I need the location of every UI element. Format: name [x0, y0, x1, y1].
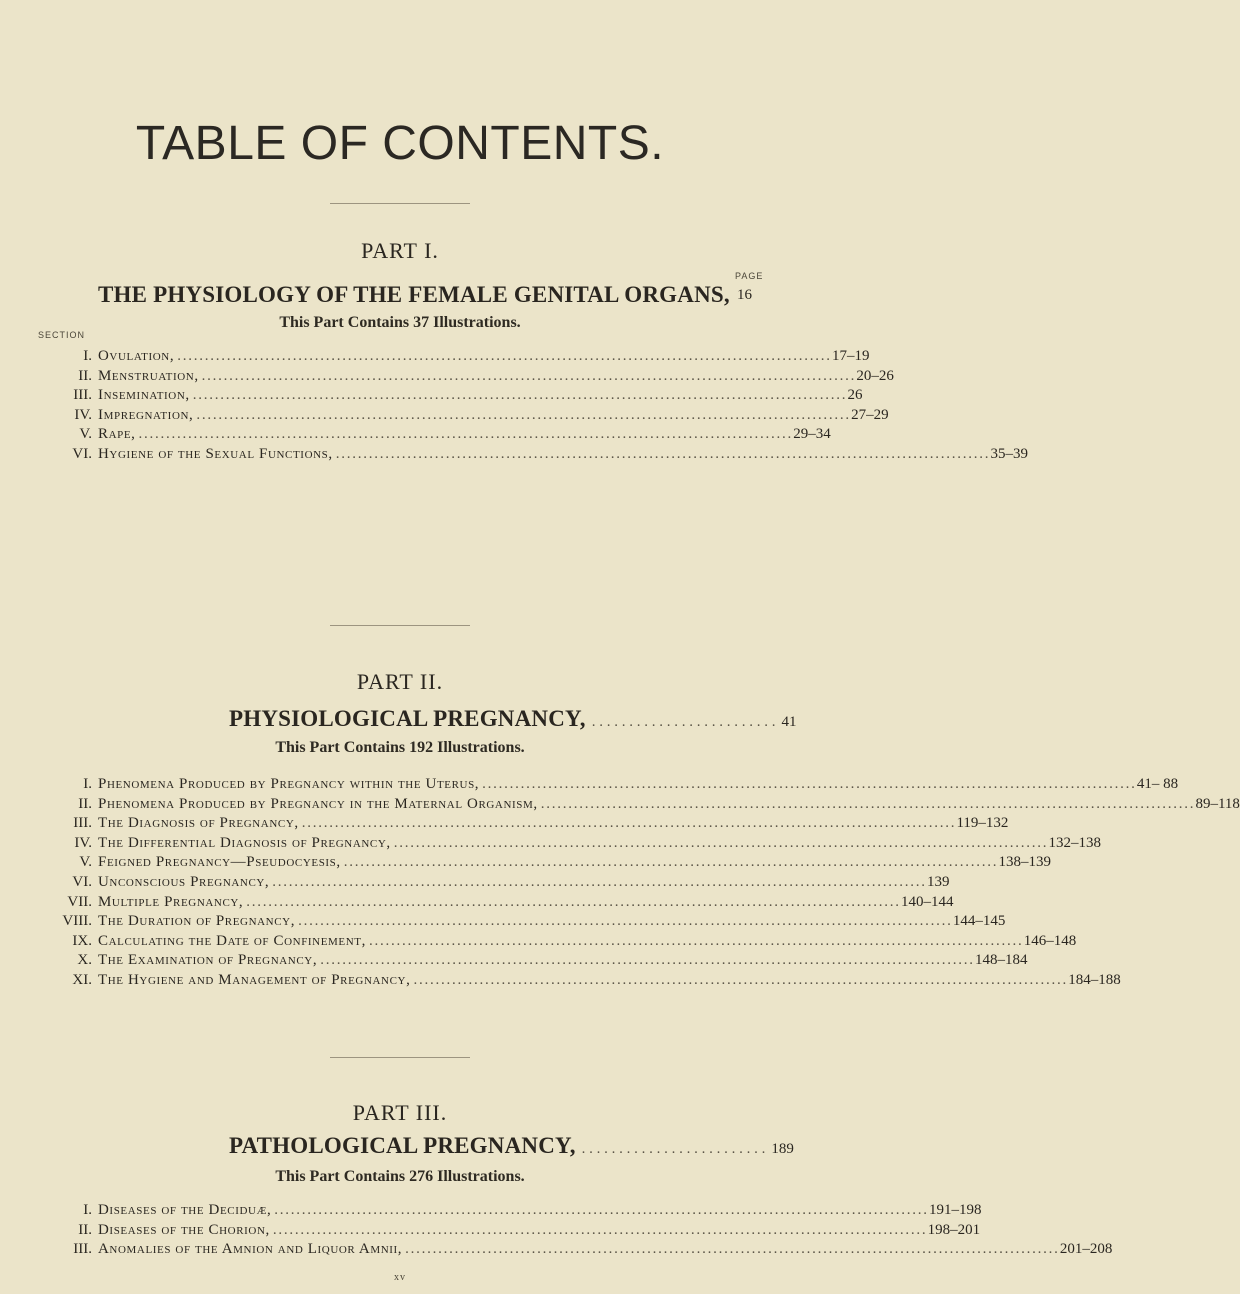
section-number: II.	[78, 795, 92, 812]
section-title: Diseases of the Chorion,	[98, 1221, 270, 1238]
section-pages: 144–145	[952, 913, 1006, 930]
section-number: I.	[83, 776, 92, 792]
toc-entry	[0, 385, 863, 405]
footer-page-number: xv	[394, 1272, 406, 1283]
leader-dots: . . . . . . . . . . . . . . . . . . . . . . . . .	[581, 1141, 766, 1157]
toc-entry	[0, 970, 1121, 990]
section-pages: 26	[847, 387, 863, 404]
part3-heading: PATHOLOGICAL PREGNANCY,	[229, 1133, 576, 1158]
section-title: The Diagnosis of Pregnancy,	[98, 815, 299, 832]
divider	[330, 203, 470, 204]
toc-entry	[0, 346, 870, 366]
section-number: II.	[78, 367, 92, 384]
section-title: Anomalies of the Amnion and Liquor Amnii,	[98, 1241, 403, 1258]
toc-entry	[0, 813, 1009, 833]
leader-dots	[272, 872, 924, 892]
leader-dots	[336, 444, 988, 464]
section-pages: 35–39	[990, 446, 1028, 462]
section-title: Diseases of the Deciduæ,	[98, 1202, 272, 1218]
section-number: III.	[73, 387, 92, 404]
section-pages: 41– 88	[1136, 776, 1179, 792]
leader-dots	[413, 970, 1065, 990]
part1-heading-page: 16	[737, 287, 752, 303]
toc-entry	[0, 931, 1077, 951]
part2-label: PART II.	[356, 669, 444, 694]
leader-dots	[177, 346, 829, 366]
part1-subtitle: This Part Contains 37 Illustrations.	[279, 314, 521, 331]
leader-dots	[193, 385, 845, 405]
page-title: TABLE OF CONTENTS.	[135, 117, 665, 170]
section-number: XI.	[72, 972, 92, 988]
section-pages: 27–29	[851, 406, 889, 423]
part3-label: PART III.	[352, 1100, 448, 1125]
section-pages: 132–138	[1048, 834, 1102, 851]
section-number: I.	[83, 348, 92, 364]
part2-subtitle: This Part Contains 192 Illustrations.	[275, 739, 525, 756]
part3-heading-row	[229, 1133, 794, 1159]
leader-dots	[344, 852, 996, 872]
section-pages: 148–184	[974, 952, 1028, 969]
section-number: III.	[73, 815, 92, 832]
toc-entry	[0, 852, 1051, 872]
part3-heading-page: 189	[771, 1141, 794, 1157]
section-number: VI.	[72, 874, 92, 890]
section-pages: 17–19	[831, 348, 870, 364]
section-title: Phenomena Produced by Pregnancy in the Maternal Organism,	[98, 795, 538, 812]
section-number: V.	[79, 854, 92, 871]
divider	[330, 625, 470, 626]
section-title: Feigned Pregnancy—Pseudocyesis,	[98, 854, 341, 871]
leader-dots	[273, 1220, 925, 1240]
leader-dots: . . . . . . . . . . . . . . . . . . . . . . . . .	[591, 714, 776, 730]
leader-dots	[482, 774, 1134, 794]
section-pages: 20–26	[856, 367, 894, 384]
toc-entry	[0, 1200, 982, 1220]
leader-dots	[302, 813, 954, 833]
divider	[330, 1057, 470, 1058]
section-number: VIII.	[62, 913, 92, 930]
part3-subtitle: This Part Contains 276 Illustrations.	[275, 1168, 525, 1185]
section-title: Hygiene of the Sexual Functions,	[98, 446, 333, 462]
section-title: Menstruation,	[98, 367, 199, 384]
part1-heading: THE PHYSIOLOGY OF THE FEMALE GENITAL ORGANS,	[98, 282, 730, 307]
section-title: Calculating the Date of Confinement,	[98, 932, 366, 949]
section-title: Insemination,	[98, 387, 190, 404]
section-title: The Duration of Pregnancy,	[98, 913, 296, 930]
section-pages: 201–208	[1059, 1241, 1113, 1258]
leader-dots	[405, 1239, 1057, 1259]
section-title: The Examination of Pregnancy,	[98, 952, 318, 969]
section-title: Ovulation,	[98, 348, 175, 364]
toc-entry	[0, 833, 1102, 853]
section-pages: 29–34	[793, 426, 831, 443]
section-title: The Differential Diagnosis of Pregnancy,	[98, 834, 391, 851]
section-title: The Hygiene and Management of Pregnancy,	[98, 972, 411, 988]
leader-dots	[320, 950, 972, 970]
leader-dots	[246, 892, 898, 912]
section-pages: 191–198	[929, 1202, 982, 1218]
toc-entry	[0, 892, 954, 912]
leader-dots	[196, 405, 848, 425]
section-pages: 138–139	[998, 854, 1051, 871]
toc-entry	[0, 774, 1179, 794]
page-column-header: PAGE	[735, 271, 764, 281]
leader-dots	[541, 794, 1193, 814]
toc-entry	[0, 424, 831, 444]
section-pages: 89–118	[1195, 795, 1240, 812]
toc-entry	[0, 444, 1028, 464]
toc-entry	[0, 911, 1006, 931]
part2-heading-row	[229, 706, 797, 732]
toc-entry	[0, 405, 889, 425]
section-number: VI.	[72, 446, 92, 462]
section-number: I.	[83, 1202, 92, 1218]
section-number: V.	[79, 426, 92, 443]
toc-entry	[0, 1220, 981, 1240]
toc-entry	[0, 872, 950, 892]
toc-entry	[0, 950, 1028, 970]
leader-dots	[394, 833, 1046, 853]
section-title: Phenomena Produced by Pregnancy within the Uterus,	[98, 776, 480, 792]
section-pages: 184–188	[1068, 972, 1121, 988]
toc-entry	[0, 1239, 1113, 1259]
toc-entry	[0, 366, 894, 386]
part2-heading: PHYSIOLOGICAL PREGNANCY,	[229, 706, 586, 731]
leader-dots	[274, 1200, 926, 1220]
section-column-header: SECTION	[38, 330, 86, 340]
section-number: III.	[73, 1241, 92, 1258]
section-pages: 198–201	[927, 1221, 981, 1238]
leader-dots	[369, 931, 1021, 951]
section-title: Rape,	[98, 426, 136, 443]
leader-dots	[202, 366, 854, 386]
section-number: IV.	[74, 834, 92, 851]
section-number: X.	[77, 952, 92, 969]
section-pages: 140–144	[901, 893, 954, 910]
section-pages: 139	[927, 874, 950, 890]
section-title: Multiple Pregnancy,	[98, 893, 244, 910]
section-number: VII.	[67, 893, 92, 910]
section-title: Impregnation,	[98, 406, 194, 423]
section-pages: 146–148	[1023, 932, 1077, 949]
section-number: IX.	[72, 932, 92, 949]
part1-label: PART I.	[361, 238, 439, 263]
toc-entry	[0, 794, 1240, 814]
leader-dots	[139, 424, 791, 444]
section-pages: 119–132	[956, 815, 1009, 832]
section-number: IV.	[74, 406, 92, 423]
section-title: Unconscious Pregnancy,	[98, 874, 270, 890]
section-number: II.	[78, 1221, 92, 1238]
part2-heading-page: 41	[781, 714, 797, 730]
leader-dots	[298, 911, 950, 931]
